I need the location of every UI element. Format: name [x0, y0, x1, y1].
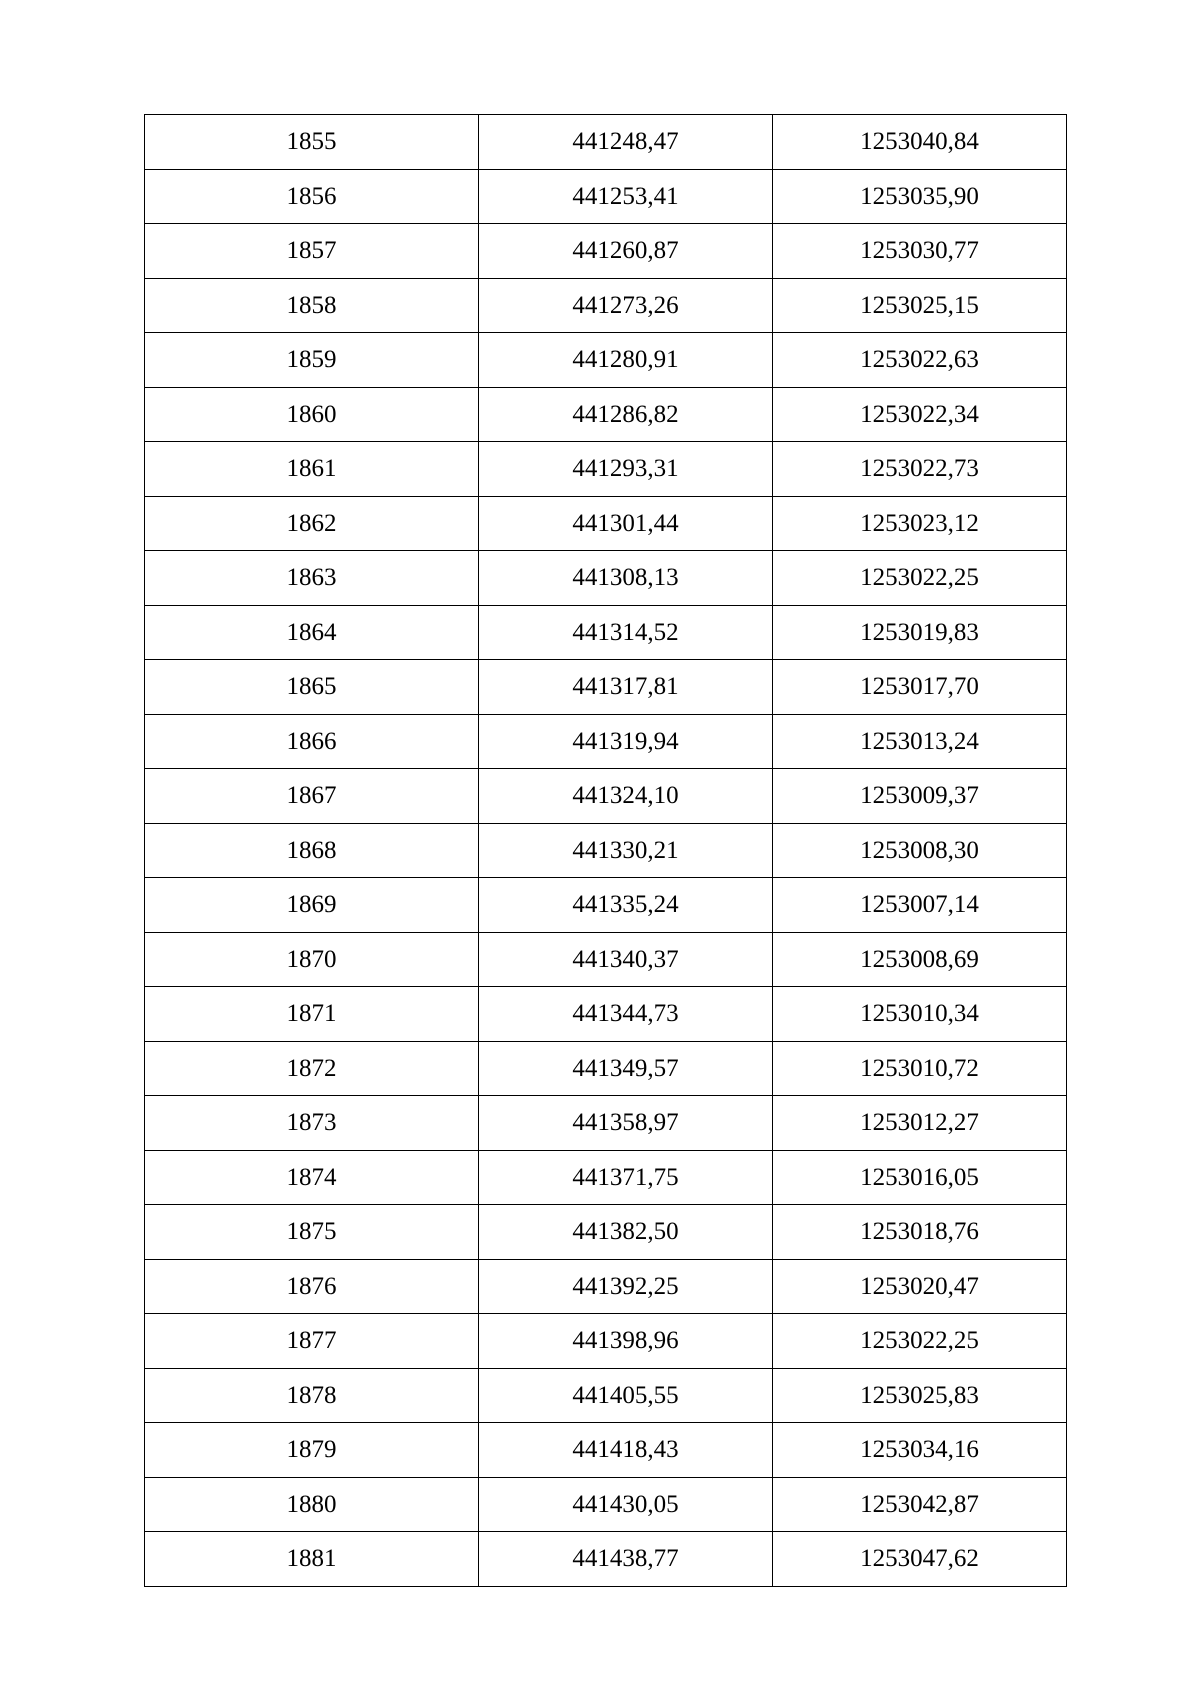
x-coordinate-cell: 441286,82	[479, 387, 773, 442]
table-row	[145, 1150, 1067, 1205]
point-number-cell: 1863	[145, 551, 479, 606]
x-coordinate-cell: 441248,47	[479, 115, 773, 170]
x-coordinate-cell: 441301,44	[479, 496, 773, 551]
table-row	[145, 224, 1067, 279]
table-row	[145, 1423, 1067, 1478]
table-row	[145, 660, 1067, 715]
y-coordinate-cell: 1253025,15	[773, 278, 1067, 333]
point-number-cell: 1862	[145, 496, 479, 551]
table-row	[145, 115, 1067, 170]
y-coordinate-cell: 1253007,14	[773, 878, 1067, 933]
y-coordinate-cell: 1253022,34	[773, 387, 1067, 442]
y-coordinate-cell: 1253017,70	[773, 660, 1067, 715]
point-number-cell: 1857	[145, 224, 479, 279]
y-coordinate-cell: 1253010,72	[773, 1041, 1067, 1096]
table-row	[145, 1259, 1067, 1314]
y-coordinate-cell: 1253042,87	[773, 1477, 1067, 1532]
x-coordinate-cell: 441371,75	[479, 1150, 773, 1205]
x-coordinate-cell: 441308,13	[479, 551, 773, 606]
x-coordinate-cell: 441273,26	[479, 278, 773, 333]
x-coordinate-cell: 441317,81	[479, 660, 773, 715]
x-coordinate-cell: 441335,24	[479, 878, 773, 933]
x-coordinate-cell: 441349,57	[479, 1041, 773, 1096]
coordinates-table-body	[145, 115, 1067, 1587]
point-number-cell: 1864	[145, 605, 479, 660]
table-row	[145, 1205, 1067, 1260]
x-coordinate-cell: 441260,87	[479, 224, 773, 279]
point-number-cell: 1875	[145, 1205, 479, 1260]
point-number-cell: 1873	[145, 1096, 479, 1151]
y-coordinate-cell: 1253020,47	[773, 1259, 1067, 1314]
point-number-cell: 1867	[145, 769, 479, 824]
point-number-cell: 1861	[145, 442, 479, 497]
table-row	[145, 714, 1067, 769]
y-coordinate-cell: 1253018,76	[773, 1205, 1067, 1260]
table-row	[145, 278, 1067, 333]
table-row	[145, 551, 1067, 606]
table-row	[145, 1314, 1067, 1369]
point-number-cell: 1876	[145, 1259, 479, 1314]
x-coordinate-cell: 441398,96	[479, 1314, 773, 1369]
table-row	[145, 333, 1067, 388]
table-row	[145, 169, 1067, 224]
y-coordinate-cell: 1253019,83	[773, 605, 1067, 660]
x-coordinate-cell: 441293,31	[479, 442, 773, 497]
table-row	[145, 442, 1067, 497]
point-number-cell: 1869	[145, 878, 479, 933]
y-coordinate-cell: 1253008,30	[773, 823, 1067, 878]
table-row	[145, 932, 1067, 987]
point-number-cell: 1878	[145, 1368, 479, 1423]
y-coordinate-cell: 1253008,69	[773, 932, 1067, 987]
table-row	[145, 1532, 1067, 1587]
x-coordinate-cell: 441382,50	[479, 1205, 773, 1260]
y-coordinate-cell: 1253025,83	[773, 1368, 1067, 1423]
y-coordinate-cell: 1253034,16	[773, 1423, 1067, 1478]
point-number-cell: 1877	[145, 1314, 479, 1369]
point-number-cell: 1868	[145, 823, 479, 878]
x-coordinate-cell: 441253,41	[479, 169, 773, 224]
table-row	[145, 823, 1067, 878]
point-number-cell: 1881	[145, 1532, 479, 1587]
y-coordinate-cell: 1253022,25	[773, 551, 1067, 606]
point-number-cell: 1866	[145, 714, 479, 769]
y-coordinate-cell: 1253009,37	[773, 769, 1067, 824]
x-coordinate-cell: 441430,05	[479, 1477, 773, 1532]
x-coordinate-cell: 441405,55	[479, 1368, 773, 1423]
x-coordinate-cell: 441392,25	[479, 1259, 773, 1314]
table-row	[145, 1096, 1067, 1151]
x-coordinate-cell: 441314,52	[479, 605, 773, 660]
y-coordinate-cell: 1253013,24	[773, 714, 1067, 769]
coordinates-table	[144, 114, 1067, 1587]
table-row	[145, 878, 1067, 933]
x-coordinate-cell: 441418,43	[479, 1423, 773, 1478]
point-number-cell: 1855	[145, 115, 479, 170]
x-coordinate-cell: 441344,73	[479, 987, 773, 1042]
x-coordinate-cell: 441438,77	[479, 1532, 773, 1587]
table-row	[145, 1041, 1067, 1096]
point-number-cell: 1880	[145, 1477, 479, 1532]
point-number-cell: 1879	[145, 1423, 479, 1478]
x-coordinate-cell: 441340,37	[479, 932, 773, 987]
point-number-cell: 1860	[145, 387, 479, 442]
x-coordinate-cell: 441324,10	[479, 769, 773, 824]
table-row	[145, 987, 1067, 1042]
x-coordinate-cell: 441280,91	[479, 333, 773, 388]
y-coordinate-cell: 1253012,27	[773, 1096, 1067, 1151]
point-number-cell: 1871	[145, 987, 479, 1042]
y-coordinate-cell: 1253030,77	[773, 224, 1067, 279]
table-row	[145, 496, 1067, 551]
point-number-cell: 1865	[145, 660, 479, 715]
table-row	[145, 605, 1067, 660]
table-row	[145, 387, 1067, 442]
point-number-cell: 1856	[145, 169, 479, 224]
table-row	[145, 1368, 1067, 1423]
point-number-cell: 1872	[145, 1041, 479, 1096]
y-coordinate-cell: 1253047,62	[773, 1532, 1067, 1587]
y-coordinate-cell: 1253022,73	[773, 442, 1067, 497]
point-number-cell: 1859	[145, 333, 479, 388]
y-coordinate-cell: 1253023,12	[773, 496, 1067, 551]
y-coordinate-cell: 1253010,34	[773, 987, 1067, 1042]
x-coordinate-cell: 441358,97	[479, 1096, 773, 1151]
x-coordinate-cell: 441319,94	[479, 714, 773, 769]
table-row	[145, 1477, 1067, 1532]
point-number-cell: 1858	[145, 278, 479, 333]
point-number-cell: 1874	[145, 1150, 479, 1205]
y-coordinate-cell: 1253040,84	[773, 115, 1067, 170]
y-coordinate-cell: 1253022,63	[773, 333, 1067, 388]
y-coordinate-cell: 1253035,90	[773, 169, 1067, 224]
table-row	[145, 769, 1067, 824]
y-coordinate-cell: 1253016,05	[773, 1150, 1067, 1205]
point-number-cell: 1870	[145, 932, 479, 987]
y-coordinate-cell: 1253022,25	[773, 1314, 1067, 1369]
x-coordinate-cell: 441330,21	[479, 823, 773, 878]
